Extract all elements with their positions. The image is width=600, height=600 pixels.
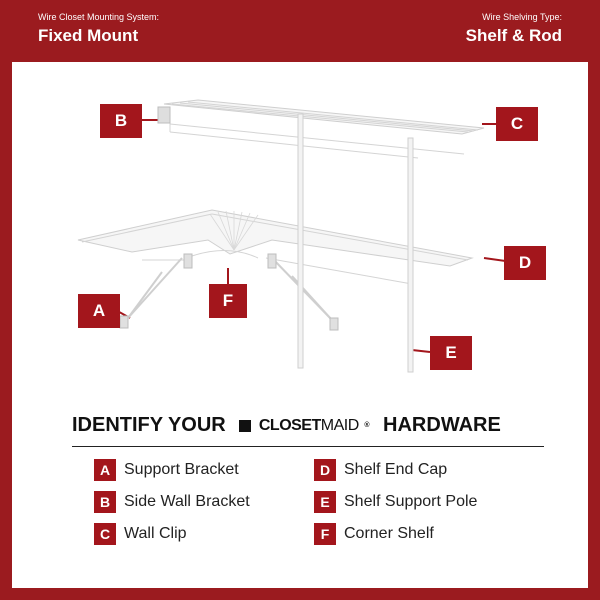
mounting-system-caption: Wire Closet Mounting System:	[38, 12, 160, 22]
brand-bold: CLOSET	[258, 416, 321, 434]
shelving-type-value: Shelf & Rod	[465, 26, 562, 45]
legend-label: Shelf Support Pole	[344, 493, 478, 510]
title-suffix: HARDWARE	[383, 414, 501, 437]
legend-badge: D	[314, 459, 336, 481]
legend-badge: F	[314, 523, 336, 545]
top-shelf	[164, 100, 484, 158]
legend-label: Wall Clip	[124, 525, 187, 542]
header-bar	[0, 0, 600, 62]
mounting-system-value: Fixed Mount	[38, 26, 139, 45]
content-panel	[12, 62, 588, 588]
closetmaid-logo-square	[239, 420, 251, 432]
title-prefix: IDENTIFY YOUR	[72, 414, 226, 437]
callout-d: D	[504, 246, 546, 280]
callout-b: B	[100, 104, 142, 138]
legend-label: Shelf End Cap	[344, 461, 448, 478]
legend-badge: B	[94, 491, 116, 513]
legend-label: Side Wall Bracket	[124, 493, 250, 510]
identify-hardware-title	[72, 414, 544, 447]
closetmaid-logo	[259, 417, 359, 435]
legend-badge: A	[94, 459, 116, 481]
legend-badge: E	[314, 491, 336, 513]
callout-e: E	[430, 336, 472, 370]
trademark-symbol: ®	[364, 422, 370, 430]
callout-a: A	[78, 294, 120, 328]
brand-light: MAID	[320, 416, 359, 434]
legend-label: Support Bracket	[124, 461, 239, 478]
legend-badge: C	[94, 523, 116, 545]
shelving-type-caption: Wire Shelving Type:	[482, 12, 562, 22]
side-wall-bracket-shape	[158, 107, 170, 123]
callout-c: C	[496, 107, 538, 141]
legend-label: Corner Shelf	[344, 525, 434, 542]
callout-f: F	[209, 284, 247, 318]
